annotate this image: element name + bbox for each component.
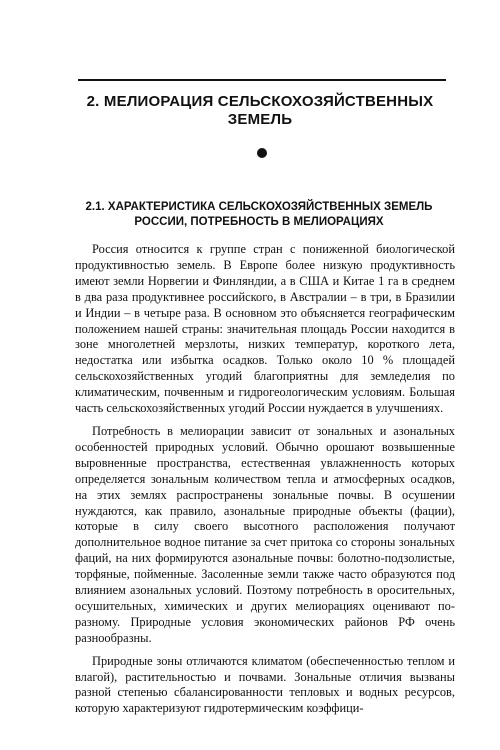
paragraph-2: Потребность в мелиорации зависит от зональных и азональных особенностей природных условий. Обычно орошают возвышенные выровненные пространства, естественная увлажненность которых определяется зональным количеством тепла и атмосферных осадков, на этих землях распространены зональные почвы. В осушении нуждаются, как правило, азональные природные объекты (фации), которые в силу своего высотного расположения получают дополнительное водное питание за счет притока со стороны зональных фаций, на них формируются азональные почвы: болотно-подзолистые, торфяные, пойменные. Засоленные земли также часто образуются под влиянием азональных условий. Поэтому потребность в оросительных, осушительных, химических и других мелиорациях оценивают по-разному. Природные условия экономических районов РФ очень разнообразны. <box>75 423 455 645</box>
section-title-line1: 2.1. ХАРАКТЕРИСТИКА СЕЛЬСКОХОЗЯЙСТВЕННЫХ ЗЕМЕЛЬ <box>85 201 433 213</box>
top-rule <box>78 79 446 81</box>
section-title-line2: РОССИИ, ПОТРЕБНОСТЬ В МЕЛИОРАЦИЯХ <box>134 216 384 228</box>
chapter-title <box>60 93 460 129</box>
body-text <box>75 242 455 724</box>
paragraph-1: Россия относится к группе стран с пониженной биологической продуктивностью земель. В Европе более низкую продуктивность имеют земли Норвегии и Финляндии, а в США и Китае 1 га в среднем в два раза продуктивнее российского, в Австралии – в три, в Бразилии и Индии – в четыре раза. В основном это объясняется географическим положением нашей страны: значительная площадь России находится в зоне многолетней мерзлоты, низких температур, короткого лета, недостатка или избытка осадков. Только около 10 % площадей сельскохозяйственных угодий благоприятны для земледелия по климатическим, почвенным и гидрогеологическим условиям. Большая часть сельскохозяйственных угодий России нуждается в улучшениях. <box>75 242 455 416</box>
chapter-title-line1: 2. МЕЛИОРАЦИЯ СЕЛЬСКОХОЗЯЙСТВЕННЫХ <box>86 93 434 110</box>
section-title <box>50 200 468 230</box>
bullet-ornament <box>257 148 267 158</box>
paragraph-3: Природные зоны отличаются климатом (обеспеченностью теплом и влагой), растительностью и почвами. Зональные отличия вызваны разной степенью сбалансированности тепловых и водных ресурсов, которую характеризуют гидротермическим коэффици- <box>75 653 455 716</box>
chapter-title-line2: ЗЕМЕЛЬ <box>227 111 293 128</box>
